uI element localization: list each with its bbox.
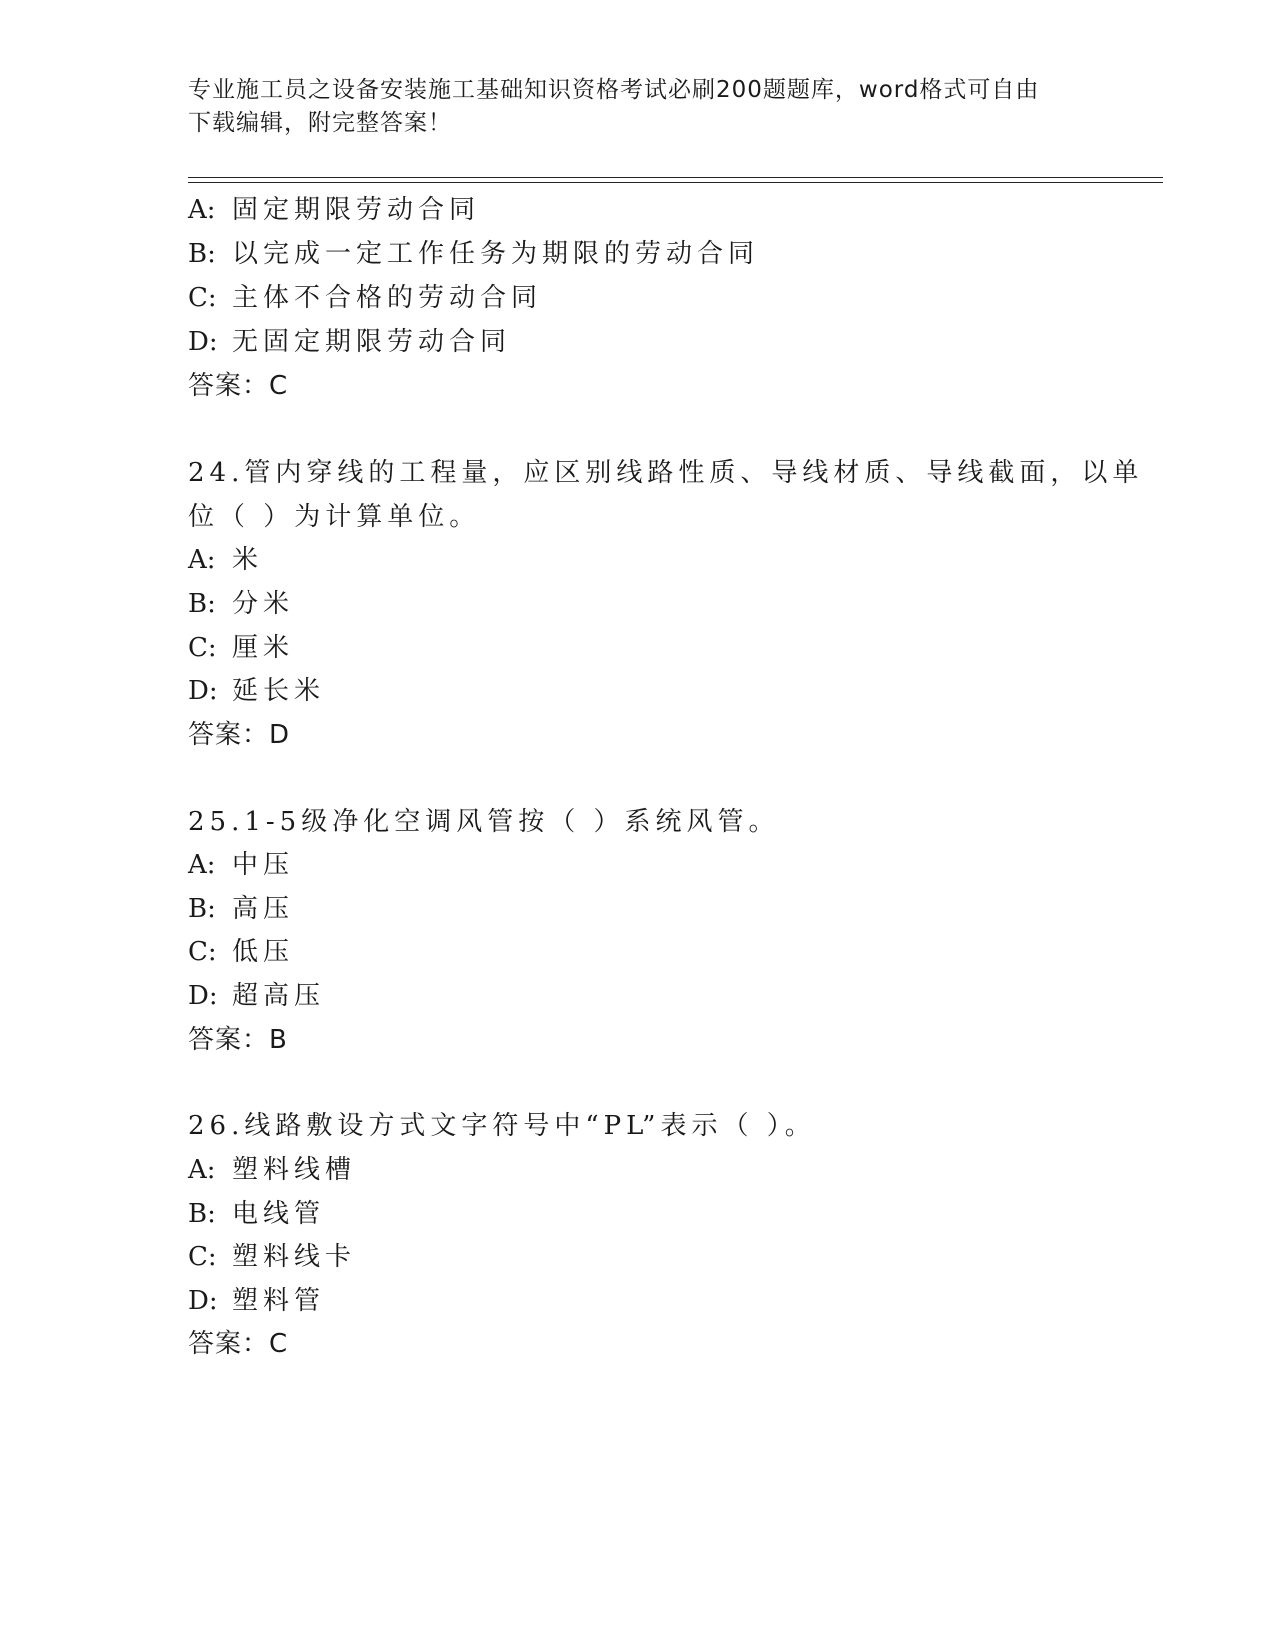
option-c bbox=[188, 631, 294, 665]
option-letter: B: bbox=[188, 239, 216, 269]
option-letter: C: bbox=[188, 633, 217, 663]
header-line-2: 下载编辑，附完整答案！ bbox=[188, 110, 452, 136]
option-text: 米 bbox=[232, 545, 264, 575]
answer: 答案：C bbox=[188, 371, 289, 401]
option-letter: C: bbox=[188, 1242, 217, 1272]
option-text: 塑料线卡 bbox=[232, 1242, 357, 1272]
option-letter: C: bbox=[188, 283, 217, 313]
option-c bbox=[188, 935, 294, 969]
option-b bbox=[188, 1197, 325, 1231]
option-text: 低压 bbox=[232, 937, 295, 967]
option-a bbox=[188, 848, 294, 882]
question-stem-continued: 位（ ）为计算单位。 bbox=[188, 502, 481, 532]
option-c bbox=[188, 281, 542, 315]
option-b bbox=[188, 892, 294, 926]
option-text: 高压 bbox=[232, 894, 295, 924]
option-letter: B: bbox=[188, 1199, 216, 1229]
question-stem: 26.线路敷设方式文字符号中“PL”表示（ ）。 bbox=[188, 1111, 816, 1141]
option-text: 以完成一定工作任务为期限的劳动合同 bbox=[232, 239, 760, 269]
option-text: 中压 bbox=[232, 850, 295, 880]
option-letter: C: bbox=[188, 937, 217, 967]
header-divider-bottom bbox=[188, 182, 1163, 183]
option-text: 固定期限劳动合同 bbox=[232, 195, 481, 225]
option-letter: B: bbox=[188, 589, 216, 619]
option-letter: A: bbox=[188, 545, 216, 575]
option-a bbox=[188, 543, 263, 577]
option-text: 塑料线槽 bbox=[232, 1155, 357, 1185]
header-line-1: 专业施工员之设备安装施工基础知识资格考试必刷200题题库，word格式可自由 bbox=[188, 77, 1040, 103]
option-text: 分米 bbox=[232, 589, 295, 619]
option-a bbox=[188, 193, 480, 227]
option-d bbox=[188, 674, 325, 708]
document-header bbox=[188, 74, 1088, 140]
option-text: 超高压 bbox=[232, 981, 326, 1011]
option-text: 主体不合格的劳动合同 bbox=[232, 283, 543, 313]
question-stem: 24.管内穿线的工程量，应区别线路性质、导线材质、导线截面，以单 bbox=[188, 458, 1144, 488]
answer: 答案：B bbox=[188, 1025, 288, 1055]
option-a bbox=[188, 1153, 356, 1187]
option-text: 延长米 bbox=[232, 676, 326, 706]
option-d bbox=[188, 979, 325, 1013]
option-text: 电线管 bbox=[232, 1199, 326, 1229]
option-text: 无固定期限劳动合同 bbox=[232, 327, 512, 357]
answer: 答案：C bbox=[188, 1329, 289, 1359]
option-letter: D: bbox=[188, 676, 218, 706]
option-letter: A: bbox=[188, 195, 216, 225]
option-c bbox=[188, 1240, 356, 1274]
option-text: 厘米 bbox=[232, 633, 295, 663]
question-stem: 25.1-5级净化空调风管按（ ）系统风管。 bbox=[188, 807, 780, 837]
option-letter: A: bbox=[188, 850, 216, 880]
option-b bbox=[188, 237, 759, 271]
option-d bbox=[188, 325, 511, 359]
option-letter: B: bbox=[188, 894, 216, 924]
option-letter: D: bbox=[188, 981, 218, 1011]
option-letter: A: bbox=[188, 1155, 216, 1185]
option-letter: D: bbox=[188, 1286, 218, 1316]
option-d bbox=[188, 1284, 325, 1318]
header-divider-top bbox=[188, 177, 1163, 178]
option-text: 塑料管 bbox=[232, 1286, 326, 1316]
option-letter: D: bbox=[188, 327, 218, 357]
answer: 答案：D bbox=[188, 720, 291, 750]
option-b bbox=[188, 587, 294, 621]
